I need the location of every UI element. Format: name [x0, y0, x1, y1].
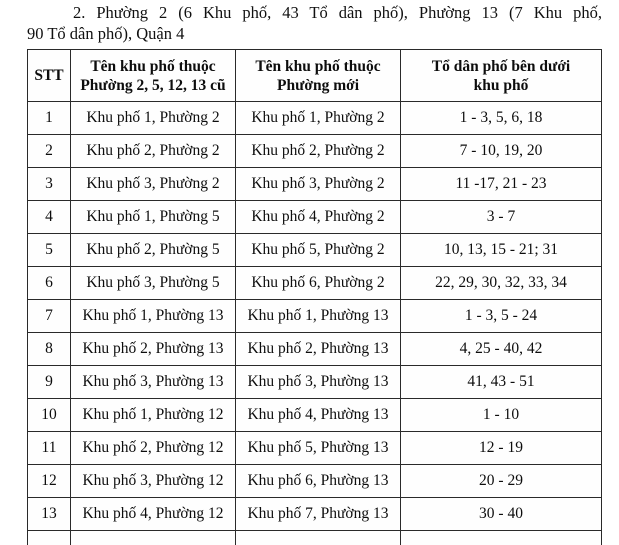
cell-old: Khu phố 2, Phường 2 — [71, 135, 236, 168]
table-row — [28, 399, 602, 432]
cell-to: 11 -17, 21 - 23 — [401, 168, 602, 201]
cell-old: Khu phố 3, Phường 5 — [71, 267, 236, 300]
cell-to — [401, 531, 602, 545]
table-header — [28, 50, 602, 102]
cell-old: Khu phố 2, Phường 13 — [71, 333, 236, 366]
cell-new: Khu phố 1, Phường 13 — [236, 300, 401, 333]
cell-stt: 13 — [28, 498, 71, 531]
cell-to: 7 - 10, 19, 20 — [401, 135, 602, 168]
table-row — [28, 234, 602, 267]
cell-old: Khu phố 4, Phường 12 — [71, 498, 236, 531]
cell-to: 41, 43 - 51 — [401, 366, 602, 399]
table-header-row — [28, 50, 602, 102]
cell-to: 22, 29, 30, 32, 33, 34 — [401, 267, 602, 300]
cell-old: Khu phố 3, Phường 12 — [71, 465, 236, 498]
cell-stt: 1 — [28, 102, 71, 135]
cell-to: 4, 25 - 40, 42 — [401, 333, 602, 366]
cell-to: 1 - 10 — [401, 399, 602, 432]
cell-old: Khu phố 3, Phường 2 — [71, 168, 236, 201]
cell-new: Khu phố 4, Phường 2 — [236, 201, 401, 234]
cell-stt: 6 — [28, 267, 71, 300]
column-header-new-ward — [236, 50, 401, 102]
heading-text-1: Phường 2 (6 Khu phố, 43 Tổ dân phố), Phường 13 (7 Khu phố, — [96, 3, 602, 22]
table-row — [28, 333, 602, 366]
cell-new: Khu phố 7, Phường 13 — [236, 498, 401, 531]
cell-stt: 11 — [28, 432, 71, 465]
cell-to: 10, 13, 15 - 21; 31 — [401, 234, 602, 267]
table-row — [28, 102, 602, 135]
column-header-new-ward-line2: Phường mới — [240, 76, 396, 95]
cell-old: Khu phố 2, Phường 5 — [71, 234, 236, 267]
cell-stt: 3 — [28, 168, 71, 201]
column-header-to-dan-pho — [401, 50, 602, 102]
table-row-cut-off — [28, 531, 602, 545]
cell-to: 30 - 40 — [401, 498, 602, 531]
column-header-old-ward — [71, 50, 236, 102]
cell-old: Khu phố 1, Phường 13 — [71, 300, 236, 333]
cell-old: Khu phố 1, Phường 12 — [71, 399, 236, 432]
cell-old: Khu phố 3, Phường 13 — [71, 366, 236, 399]
cell-stt: 7 — [28, 300, 71, 333]
cell-stt: 8 — [28, 333, 71, 366]
column-header-to-dan-pho-line2: khu phố — [405, 76, 597, 95]
heading-line-2: 90 Tổ dân phố), Quận 4 — [27, 23, 602, 44]
heading-line-1 — [27, 2, 602, 23]
column-header-old-ward-line2: Phường 2, 5, 12, 13 cũ — [75, 76, 231, 95]
column-header-old-ward-line1: Tên khu phố thuộc — [75, 57, 231, 76]
heading-number: 2. — [73, 3, 85, 22]
cell-stt: 10 — [28, 399, 71, 432]
cell-new: Khu phố 4, Phường 13 — [236, 399, 401, 432]
cell-old: Khu phố 2, Phường 12 — [71, 432, 236, 465]
cell-new: Khu phố 2, Phường 13 — [236, 333, 401, 366]
table-row — [28, 267, 602, 300]
cell-new: Khu phố 6, Phường 13 — [236, 465, 401, 498]
cell-new: Khu phố 3, Phường 13 — [236, 366, 401, 399]
table-row — [28, 201, 602, 234]
cell-stt: 9 — [28, 366, 71, 399]
cell-new: Khu phố 1, Phường 2 — [236, 102, 401, 135]
cell-to: 12 - 19 — [401, 432, 602, 465]
cell-new: Khu phố 6, Phường 2 — [236, 267, 401, 300]
cell-to: 1 - 3, 5, 6, 18 — [401, 102, 602, 135]
table-row — [28, 300, 602, 333]
cell-new: Khu phố 5, Phường 13 — [236, 432, 401, 465]
column-header-new-ward-line1: Tên khu phố thuộc — [240, 57, 396, 76]
cell-new: Khu phố 3, Phường 2 — [236, 168, 401, 201]
column-header-stt: STT — [28, 50, 71, 102]
cell-stt: 2 — [28, 135, 71, 168]
table-body — [28, 102, 602, 545]
column-header-to-dan-pho-line1: Tổ dân phố bên dưới — [405, 57, 597, 76]
cell-new: Khu phố 2, Phường 2 — [236, 135, 401, 168]
cell-stt: 12 — [28, 465, 71, 498]
cell-new — [236, 531, 401, 545]
cell-stt: 4 — [28, 201, 71, 234]
cell-stt — [28, 531, 71, 545]
ward-mapping-table — [27, 49, 602, 545]
table-row — [28, 498, 602, 531]
table-row — [28, 432, 602, 465]
table-row — [28, 168, 602, 201]
section-heading — [27, 2, 602, 44]
cell-to: 20 - 29 — [401, 465, 602, 498]
cell-old: Khu phố 1, Phường 2 — [71, 102, 236, 135]
cell-to: 3 - 7 — [401, 201, 602, 234]
table-row — [28, 135, 602, 168]
cell-to: 1 - 3, 5 - 24 — [401, 300, 602, 333]
cell-old — [71, 531, 236, 545]
cell-old: Khu phố 1, Phường 5 — [71, 201, 236, 234]
table-row — [28, 366, 602, 399]
cell-stt: 5 — [28, 234, 71, 267]
table-row — [28, 465, 602, 498]
cell-new: Khu phố 5, Phường 2 — [236, 234, 401, 267]
